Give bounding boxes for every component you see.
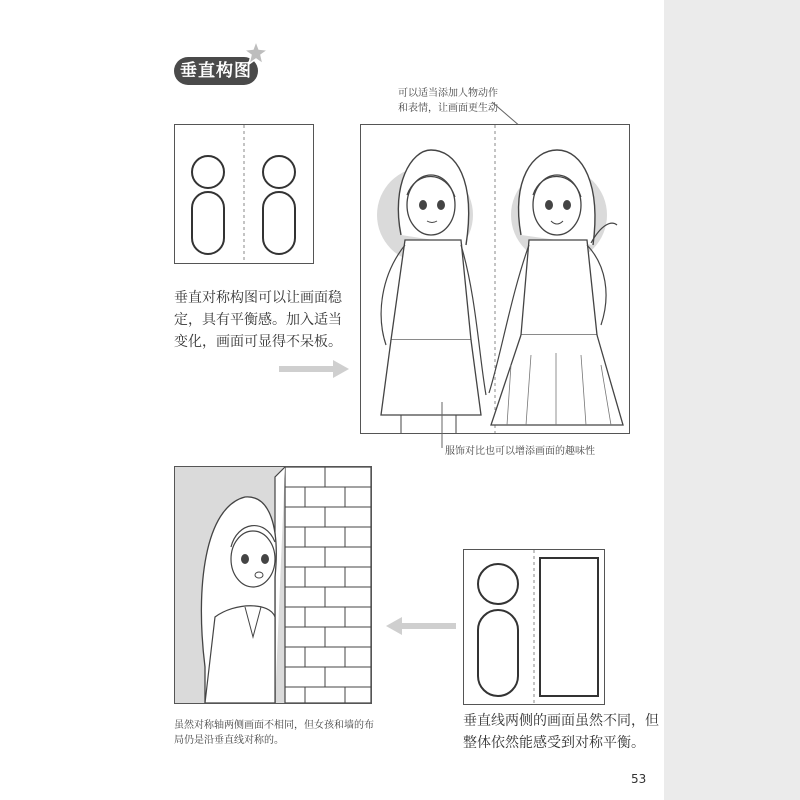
asymmetric-diagram [463,549,605,705]
arrow-right-icon [279,359,351,379]
page-number: 53 [631,772,647,786]
arrow-left-icon [384,616,456,636]
girl-wall-illustration [174,466,372,704]
page-edge-strip [664,0,800,800]
note-girl-wall: 虽然对称轴两侧画面不相同，但女孩和墙的布 局仍是沿垂直线对称的。 [174,720,374,746]
symmetric-diagram [174,124,314,264]
note-expression: 可以适当添加人物动作 和表情，让画面更生动 [398,88,498,114]
star-icon [243,40,269,66]
section-title: 垂直构图 [174,57,258,85]
asymmetric-caption: 垂直线两侧的画面虽然不同，但 整体依然能感受到对称平衡。 [463,713,659,751]
leader-line [436,400,448,452]
note-clothing: 服饰对比也可以增添画面的趣味性 [445,446,595,457]
two-girls-illustration [360,124,630,434]
symmetric-caption: 垂直对称构图可以让画面稳 定，具有平衡感。加入适当 变化，画面可显得不呆板。 [174,290,342,350]
